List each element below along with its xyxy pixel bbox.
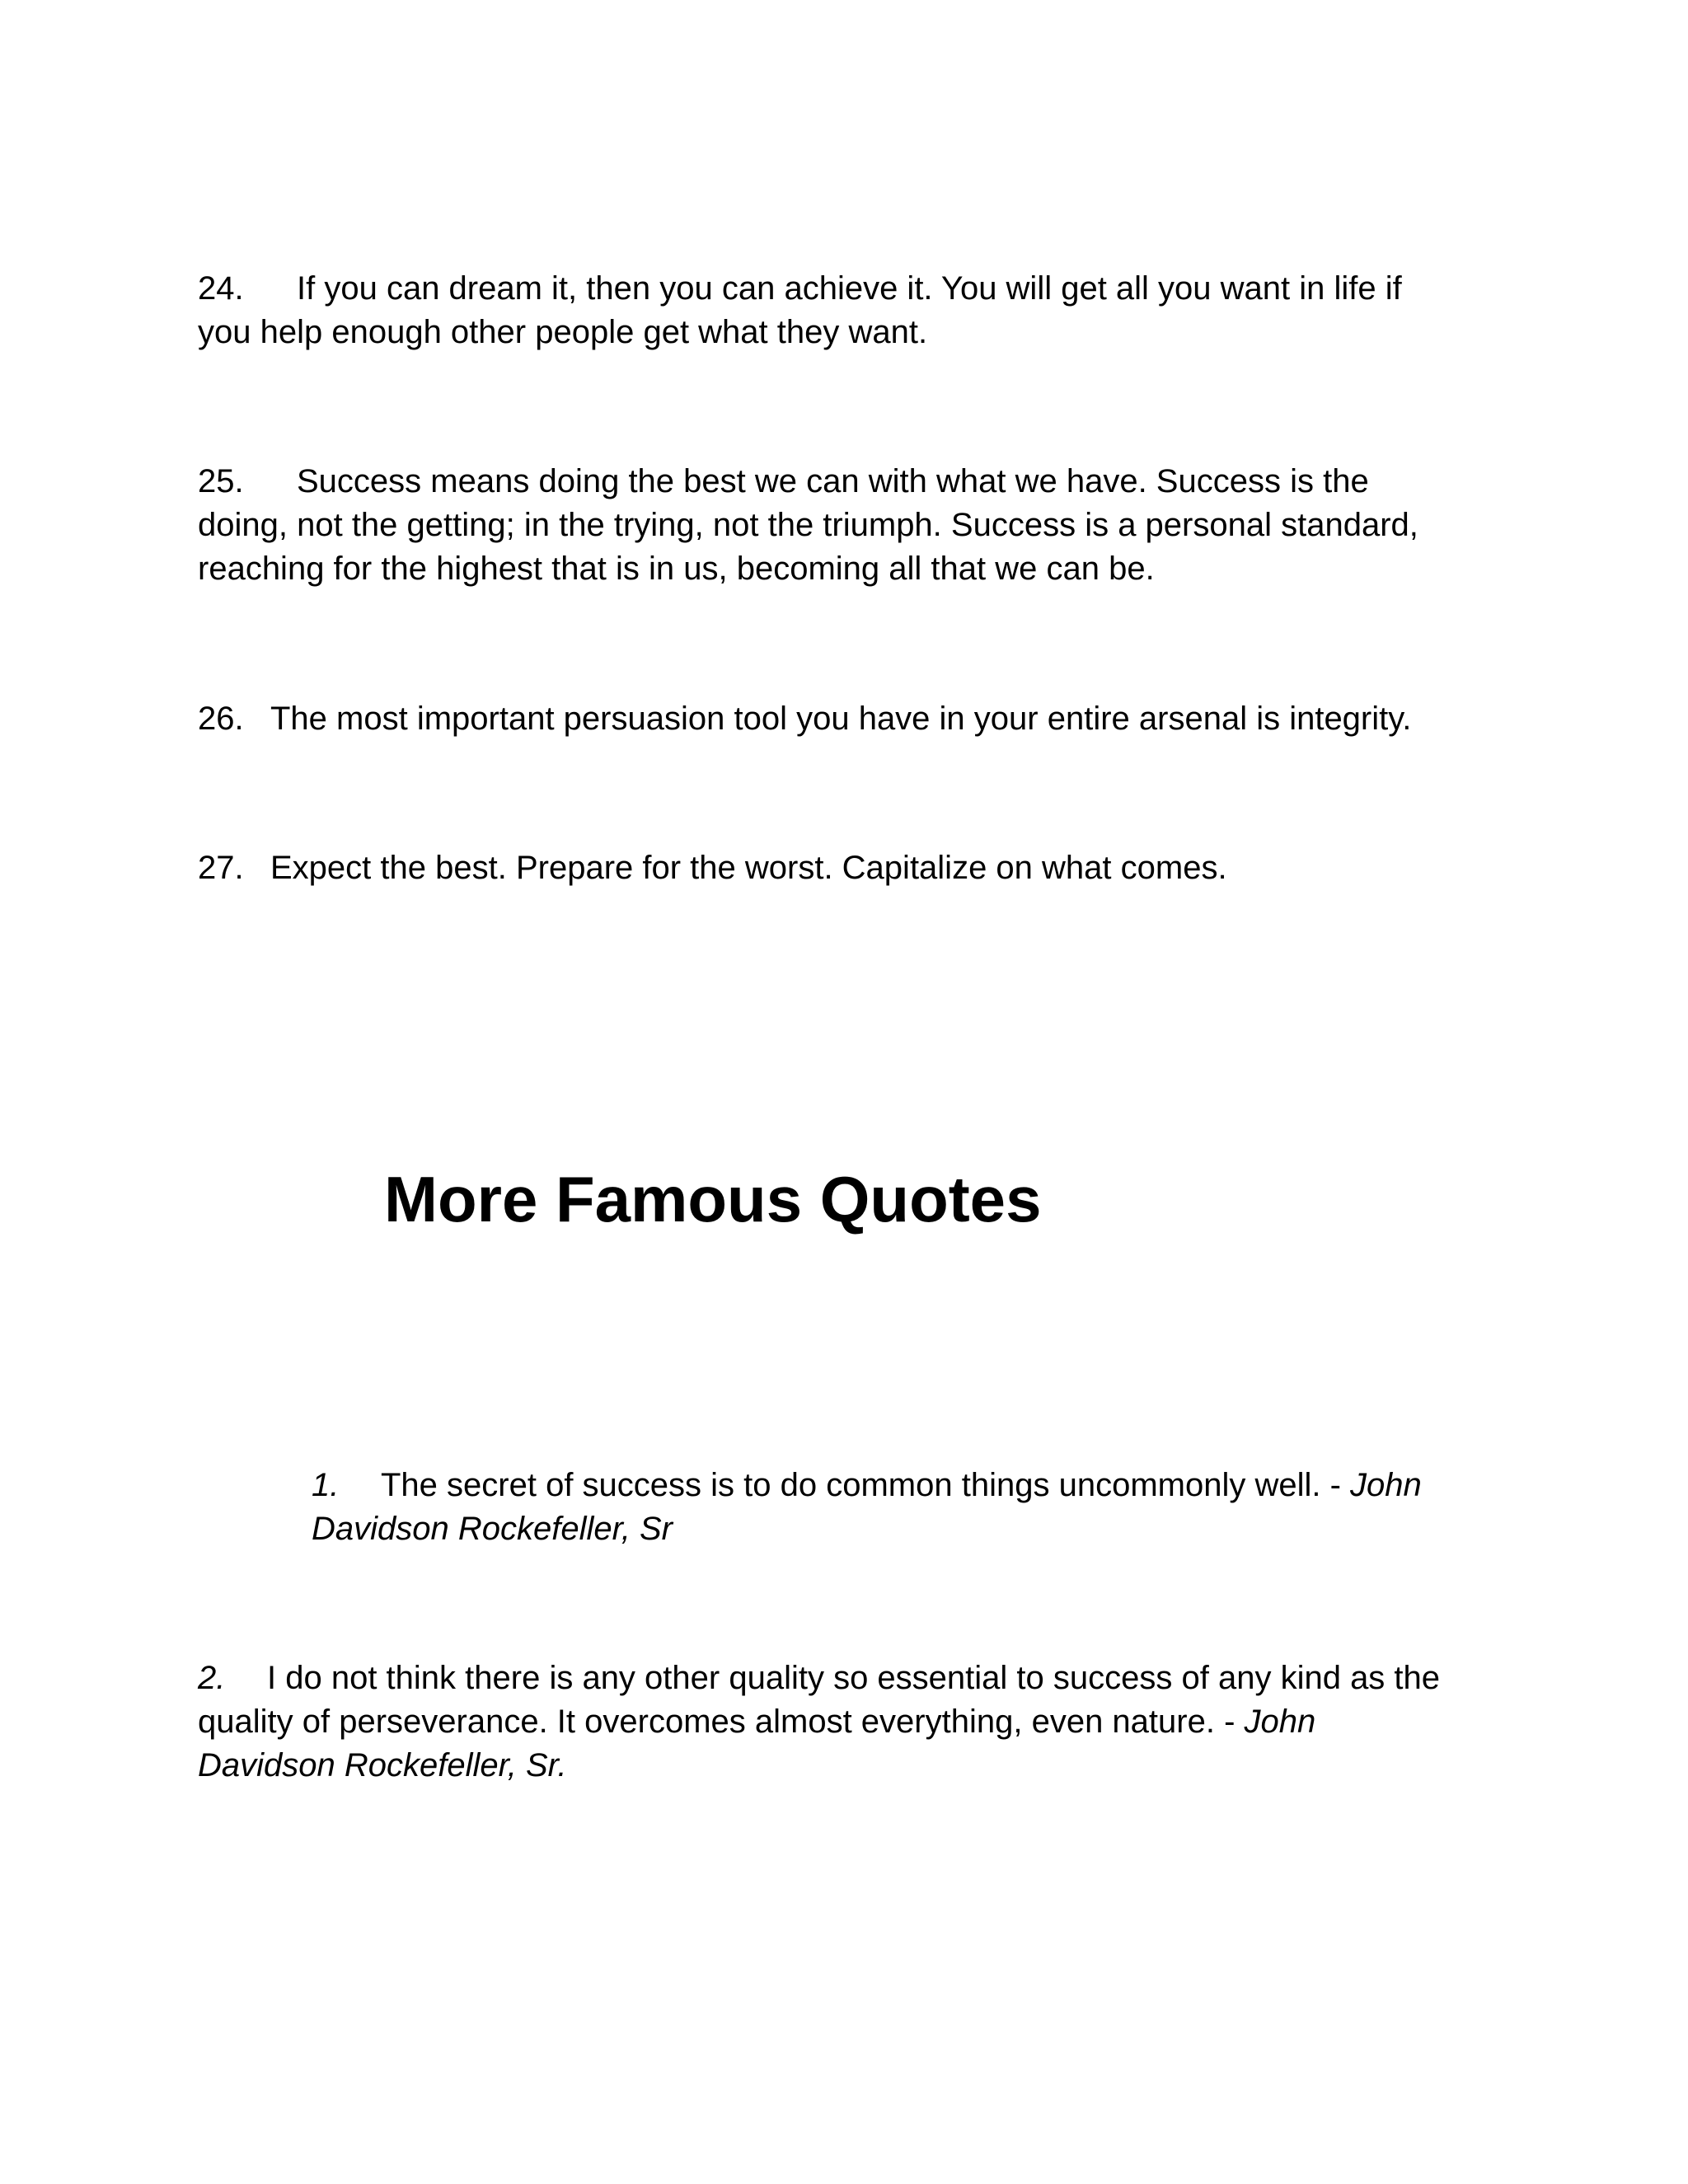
quote-text: If you can dream it, then you can achieve it. You will get all you want in life if you help enough other people get what they want. <box>198 270 1402 350</box>
quote-25 <box>198 460 1451 591</box>
quote-24 <box>198 267 1451 354</box>
quote-26 <box>198 697 1484 741</box>
quote-number: 2. <box>198 1660 226 1696</box>
quote-text: Success means doing the best we can with what we have. Success is the doing, not the getting; in the trying, not the triumph. Success is a personal standard, reaching for the highest that is in us, becoming all that we can be. <box>198 463 1418 587</box>
famous-quote-1 <box>312 1464 1449 1551</box>
famous-quote-2 <box>198 1657 1451 1788</box>
quote-text: Expect the best. Prepare for the worst. Capitalize on what comes. <box>270 850 1227 886</box>
section-heading: More Famous Quotes <box>384 1163 1042 1235</box>
quote-number: 1. <box>312 1467 340 1503</box>
quote-number: 25. <box>198 463 244 499</box>
quote-text: The secret of success is to do common things uncommonly well. - <box>381 1467 1351 1503</box>
quote-number: 26. <box>198 701 244 737</box>
quote-27 <box>198 846 1484 890</box>
quote-text: I do not think there is any other quality so essential to success of any kind as the quality of perseverance. It overcomes almost everything, even nature. - <box>198 1660 1441 1740</box>
quote-text: The most important persuasion tool you have in your entire arsenal is integrity. <box>270 701 1412 737</box>
quote-number: 24. <box>198 270 244 307</box>
quote-number: 27. <box>198 850 244 886</box>
quote-author: John Davidson Rockefeller, Sr. <box>198 1704 1316 1783</box>
quote-author: John Davidson Rockefeller, Sr <box>312 1467 1422 1547</box>
